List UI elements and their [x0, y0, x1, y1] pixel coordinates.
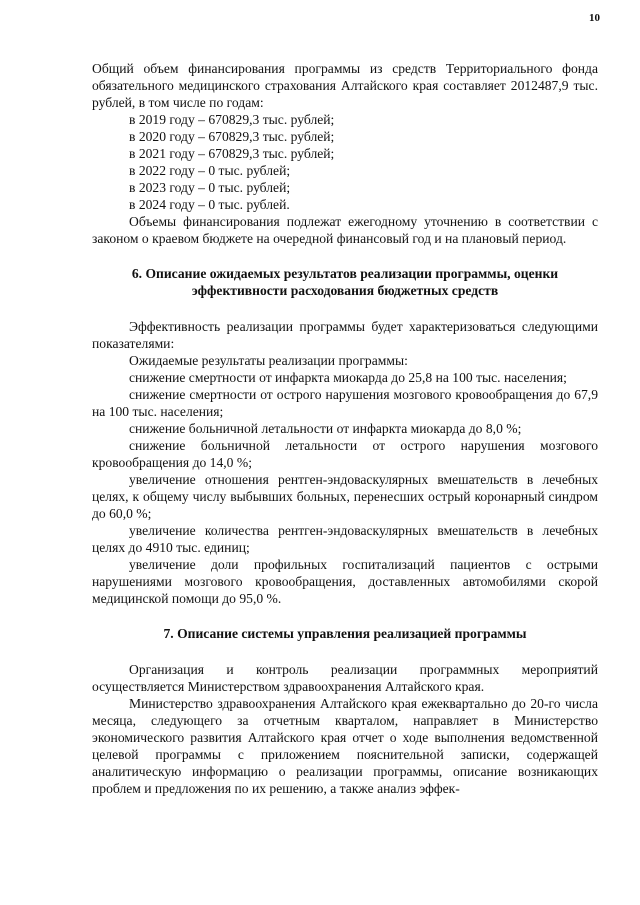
result-item: снижение смертности от инфаркта миокарда до 25,8 на 100 тыс. населения;: [129, 370, 567, 385]
financing-note: Объемы финансирования подлежат ежегодному уточнению в соответствии с законом о краевом бюджете на очередной финансовый год и на плановый период.: [92, 214, 598, 246]
financing-year-2020: в 2020 году – 670829,3 тыс. рублей;: [129, 129, 335, 144]
financing-year-2019: в 2019 году – 670829,3 тыс. рублей;: [129, 112, 335, 127]
section-6-intro: Эффективность реализации программы будет характеризоваться следующими показателями:: [92, 319, 598, 351]
result-item: увеличение отношения рентген-эндоваскулярных вмешательств в лечебных целях, к общему числу выбывших больных, перенесших острый коронарный синдром до 60,0 %;: [92, 472, 598, 521]
section-7-paragraph: Организация и контроль реализации программных мероприятий осуществляется Министерством здравоохранения Алтайского края.: [92, 662, 598, 694]
section-7-paragraph: Министерство здравоохранения Алтайского края ежеквартально до 20-го числа месяца, следующего за отчетным кварталом, направляет в Министерство экономического развития Алтайского края отчет о ходе выполнения ведомственной целевой программы с приложением пояснительной записки, содержащей аналитическую информацию о реализации программы, описание возникающих проблем и предложения по их решению, а также анализ эффек-: [92, 696, 598, 796]
financing-year-2022: в 2022 году – 0 тыс. рублей;: [129, 163, 291, 178]
results-label: Ожидаемые результаты реализации программы:: [129, 353, 408, 368]
section-6-heading-line-2: эффективности расходования бюджетных средств: [191, 283, 499, 298]
result-item: снижение смертности от острого нарушения мозгового кровообращения до 67,9 на 100 тыс. населения;: [92, 387, 598, 419]
document-body: [92, 60, 598, 797]
result-item: снижение больничной летальности от острого нарушения мозгового кровообращения до 14,0 %;: [92, 438, 598, 470]
result-item: увеличение доли профильных госпитализаций пациентов с острыми нарушениями мозгового кровообращения, доставленных автомобилями скорой медицинской помощи до 95,0 %.: [92, 557, 598, 606]
result-item: увеличение количества рентген-эндоваскулярных вмешательств в лечебных целях до 4910 тыс. единиц;: [92, 523, 598, 555]
financing-intro: Общий объем финансирования программы из средств Территориального фонда обязательного медицинского страхования Алтайского края составляет 2012487,9 тыс. рублей, в том числе по годам:: [92, 61, 598, 110]
section-7-heading: 7. Описание системы управления реализацией программы: [163, 626, 527, 641]
financing-year-2024: в 2024 году – 0 тыс. рублей.: [129, 197, 290, 212]
page-number: 10: [589, 12, 600, 24]
section-6-heading-line-1: 6. Описание ожидаемых результатов реализации программы, оценки: [131, 266, 559, 281]
financing-year-2021: в 2021 году – 670829,3 тыс. рублей;: [129, 146, 335, 161]
result-item: снижение больничной летальности от инфаркта миокарда до 8,0 %;: [129, 421, 522, 436]
section-6: [92, 265, 598, 299]
financing-year-2023: в 2023 году – 0 тыс. рублей;: [129, 180, 291, 195]
